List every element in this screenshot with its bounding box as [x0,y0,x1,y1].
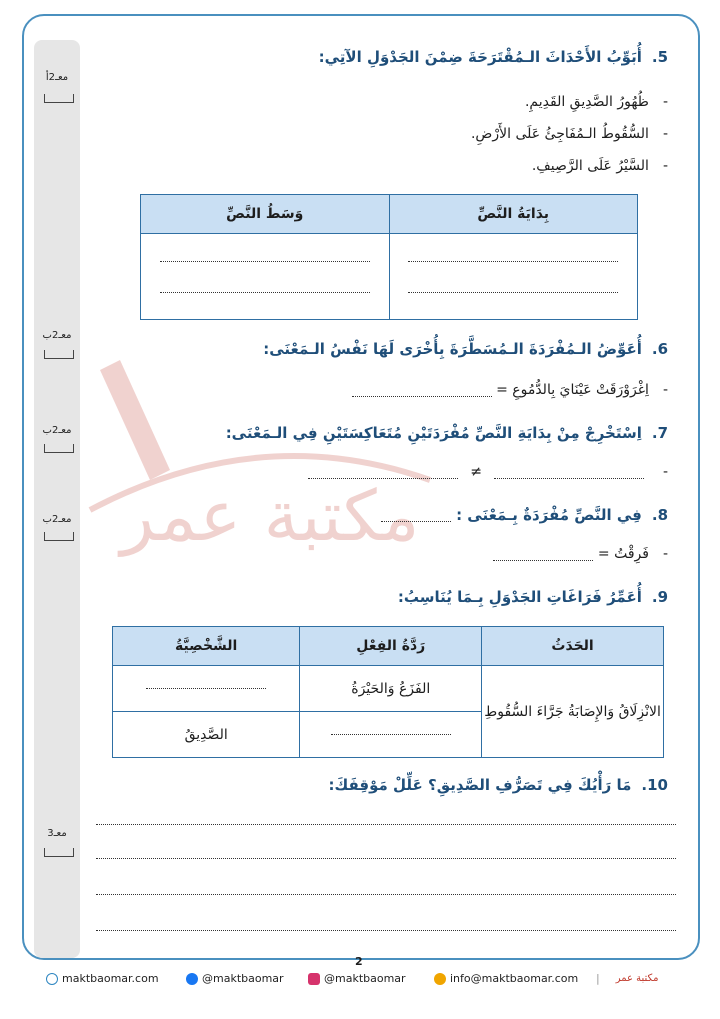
answer-cell[interactable] [389,234,638,320]
answer-blank[interactable] [308,466,458,479]
page-frame [22,14,700,960]
page-number: 2 [355,955,363,968]
footer-email[interactable]: info@maktbaomar.com [434,972,578,985]
table-header: الشَّخْصِيَّةُ [113,627,300,666]
synonym-item: -اِغْرَوْرَقَتْ عَيْنَايَ بِالدُّمُوعِ = [352,382,668,398]
answer-blank[interactable] [494,466,644,479]
score-box[interactable] [44,444,74,453]
margin-code: معـ3 [47,828,67,839]
list-item: -السُّقُوطُ الـمُفَاجِئُ عَلَى الأَرْضِ. [470,126,668,142]
answer-blank[interactable] [352,384,492,397]
question-9: 9.أُعَمِّرُ فَرَاغَاتِ الجَدْوَلِ بِـمَا يُنَاسِبُ: [397,588,668,606]
list-item: -ظُهُورُ الصَّدِيقِ القَدِيمِ. [524,94,668,110]
question-10: 10.مَا رَأْيُكَ فِي تَصَرُّفِ الصَّدِيقِ؟ عَلِّلْ مَوْقِفَكَ: [328,776,668,794]
footer-website[interactable]: maktbaomar.com [46,972,159,985]
svg-text:مكتبة عمر: مكتبة عمر [120,475,420,557]
score-box[interactable] [44,94,74,103]
margin-code: معـ2أ [45,72,69,83]
answer-cell[interactable] [300,712,482,758]
answer-line[interactable] [96,894,676,895]
reaction-cell: الفَزَعُ وَالحَيْرَةُ [300,666,482,712]
footer-facebook[interactable]: @maktbaomar [186,972,284,985]
footer [40,972,690,992]
answer-line[interactable] [96,930,676,931]
margin-code: معـ2ب [42,330,72,341]
events-table [112,626,664,758]
answer-blank[interactable] [381,509,451,522]
globe-icon [46,973,58,985]
answer-cell[interactable] [113,666,300,712]
footer-instagram[interactable]: @maktbaomar [308,972,406,985]
instagram-icon [308,973,320,985]
answer-line[interactable] [96,858,676,859]
classification-table [140,194,638,320]
character-cell: الصَّدِيقُ [113,712,300,758]
email-icon [434,973,446,985]
answer-cell[interactable] [141,234,390,320]
question-6: 6.أُعَوِّضُ الـمُفْرَدَةَ الـمُسَطَّرَةَ بِأُخْرَى لَهَا نَفْسُ الـمَعْنَى: [263,340,668,358]
list-item: -السَّيْرُ عَلَى الرَّصِيفِ. [531,158,668,174]
logo-text: مكتبة عمر [615,973,659,984]
margin-code: معـ2ب [42,514,72,525]
score-box[interactable] [44,848,74,857]
table-header: الحَدَثُ [482,627,664,666]
footer-logo: | مكتبة عمر [596,972,659,985]
question-7: 7.اِسْتَخْرِجْ مِنْ بِدَايَةِ النَّصِّ مُفْرَدَتَيْنِ مُتَعَاكِسَتَيْنِ فِي الـمَعْنَى: [225,424,668,442]
event-cell: الانْزِلَاقُ وَالإِصَابَةُ جَرَّاءَ السُّقُوطِ [482,666,664,758]
score-box[interactable] [44,350,74,359]
question-5: 5.أُبَوِّبُ الأَحْدَاثَ الـمُقْتَرَحَةَ ضِمْنَ الجَدْوَلِ الآتِي: [318,48,668,66]
table-header: وَسَطُ النَّصِّ [141,195,390,234]
antonym-item: - ≠ [308,464,668,480]
question-8: 8.فِي النَّصِّ مُفْرَدَةٌ بِـمَعْنَى : [381,506,668,524]
answer-blank[interactable] [493,548,593,561]
facebook-icon [186,973,198,985]
table-header: بِدَايَةُ النَّصِّ [389,195,638,234]
answer-line[interactable] [96,824,676,825]
meaning-item: -فَرِقْتُ = [493,546,668,562]
score-box[interactable] [44,532,74,541]
margin-code: معـ2ب [42,425,72,436]
grading-margin [34,40,80,958]
table-header: رَدَّةُ الفِعْلِ [300,627,482,666]
